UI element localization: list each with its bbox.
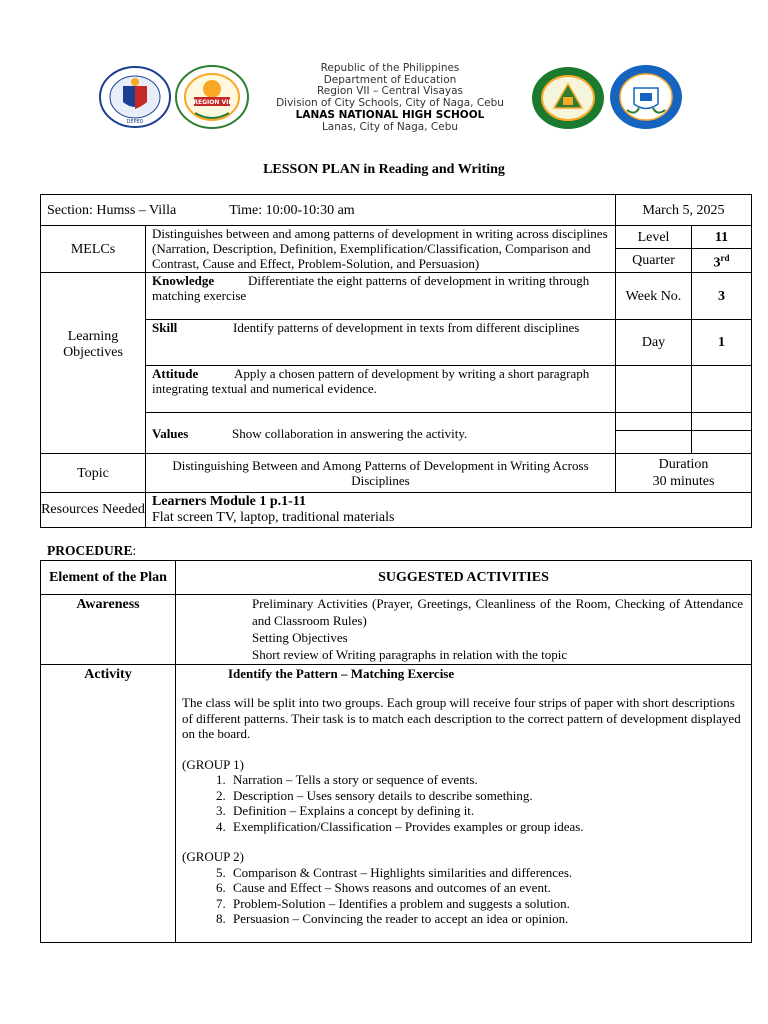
resources-module: Learners Module 1 p.1-11: [152, 494, 306, 509]
melcs-label: MELCs: [41, 226, 146, 273]
group1-list: [182, 772, 743, 834]
empty-cell: [616, 413, 692, 431]
list-item: 2. Description – Uses sensory details to describe something.: [229, 788, 743, 804]
list-item: 3. Definition – Explains a concept by defining it.: [229, 803, 743, 819]
skill-text: Identify patterns of development in texts from different disciplines: [233, 320, 580, 335]
knowledge-label: Knowledge: [152, 273, 215, 288]
awareness-item: Setting Objectives: [252, 630, 348, 645]
svg-text:DEPED: DEPED: [126, 119, 144, 125]
activity-cell: [176, 665, 752, 943]
school-seal-logo: [609, 64, 683, 130]
procedure-colon: :: [132, 543, 137, 558]
day-value: 1: [692, 320, 752, 366]
list-item: 8. Persuasion – Convincing the reader to accept an idea or opinion.: [229, 911, 743, 927]
header-region: Region VII – Central Visayas: [316, 85, 464, 98]
header-text: [240, 63, 540, 133]
level-value: 11: [692, 226, 752, 249]
awareness-item: Short review of Writing paragraphs in relation with the topic: [252, 647, 568, 662]
list-item: 1. Narration – Tells a story or sequence of events.: [229, 772, 743, 788]
header-address: Lanas, City of Naga, Cebu: [321, 120, 459, 133]
attitude-text: Apply a chosen pattern of development by writing a short paragraph integrating textual and numerical evidence.: [152, 366, 590, 396]
resources-materials: Flat screen TV, laptop, traditional materials: [152, 510, 395, 525]
header-division: Division of City Schools, City of Naga, Cebu: [276, 97, 504, 110]
quarter-label: Quarter: [616, 249, 692, 273]
values-label: Values: [152, 425, 189, 441]
section-row: [41, 195, 752, 226]
resources-cell: [146, 493, 752, 528]
empty-cell: [616, 366, 692, 413]
list-item: 7. Problem-Solution – Identifies a problem and suggests a solution.: [229, 896, 743, 912]
quarter-number: 3: [713, 255, 721, 271]
activity-intro: The class will be split into two groups. Each group will receive four strips of paper with short descriptions of different patterns. Their task is to match each description to the correct pattern of development displayed on the board.: [182, 695, 741, 741]
deped-seal-logo: [99, 66, 171, 128]
header-republic: Republic of the Philippines: [320, 62, 460, 74]
activities-header: SUGGESTED ACTIVITIES: [176, 561, 752, 595]
week-label: Week No.: [616, 273, 692, 320]
week-value: 3: [692, 273, 752, 320]
awareness-cell: [176, 595, 752, 665]
element-header: Element of the Plan: [41, 561, 176, 595]
topic-label: Topic: [41, 454, 146, 493]
awareness-item: Preliminary Activities (Prayer, Greetings, Cleanliness of the Room, Checking of Attendance and Classroom Rules): [252, 596, 743, 628]
skill-cell: [146, 320, 616, 366]
group1-label: (GROUP 1): [182, 756, 244, 772]
activity-title: Identify the Pattern – Matching Exercise: [228, 666, 455, 681]
values-text: Show collaboration in answering the activity.: [232, 425, 468, 441]
list-item: 4. Exemplification/Classification – Provides examples or group ideas.: [229, 819, 743, 835]
attitude-cell: [146, 366, 616, 413]
quarter-suffix: rd: [720, 252, 730, 263]
division-seal-logo: [531, 66, 605, 130]
procedure-table: [40, 560, 752, 943]
knowledge-text: Differentiate the eight patterns of development in writing through matching exercise: [152, 273, 590, 303]
duration-value: 30 minutes: [652, 474, 715, 489]
skill-label: Skill: [152, 320, 178, 335]
day-label: Day: [616, 320, 692, 366]
empty-cell: [692, 413, 752, 431]
header-school-name: LANAS NATIONAL HIGH SCHOOL: [295, 108, 485, 121]
lesson-info-table: [40, 194, 752, 528]
attitude-label: Attitude: [152, 366, 199, 381]
level-label: Level: [616, 226, 692, 249]
activity-label: Activity: [41, 665, 176, 943]
empty-cell: [616, 431, 692, 454]
time-text: Time: 10:00-10:30 am: [229, 202, 355, 218]
region-vii-seal-logo: [175, 65, 249, 129]
date-text: March 5, 2025: [616, 195, 752, 226]
empty-cell: [692, 431, 752, 454]
section-text: Section: Humss – Villa: [47, 202, 177, 218]
procedure-label: [47, 543, 136, 559]
values-cell: [146, 413, 616, 454]
procedure-label-text: PROCEDURE: [47, 543, 133, 558]
group2-label: (GROUP 2): [182, 849, 244, 864]
quarter-value: [692, 249, 752, 273]
awareness-label: Awareness: [41, 595, 176, 665]
header-deped: Department of Education: [323, 73, 457, 86]
duration-label: Duration: [658, 457, 709, 472]
melcs-text: Distinguishes between and among patterns of development in writing across disciplines (Narration, Description, Definition, Exemplification/Classification, Comparison and Contrast, Cause and Effect, Problem-Solution, and Persuasion): [146, 226, 616, 273]
list-item: 5. Comparison & Contrast – Highlights similarities and differences.: [229, 865, 743, 881]
list-item: 6. Cause and Effect – Shows reasons and outcomes of an event.: [229, 880, 743, 896]
svg-text:REGION VII: REGION VII: [193, 99, 231, 106]
page-title: LESSON PLAN in Reading and Writing: [263, 162, 505, 177]
objectives-label: Learning Objectives: [41, 273, 146, 454]
topic-text: Distinguishing Between and Among Patterns of Development in Writing Across Disciplines: [146, 454, 616, 493]
group2-list: [182, 865, 743, 927]
resources-label: Resources Needed: [41, 493, 146, 528]
empty-cell: [692, 366, 752, 413]
knowledge-cell: [146, 273, 616, 320]
duration-cell: [616, 454, 752, 493]
